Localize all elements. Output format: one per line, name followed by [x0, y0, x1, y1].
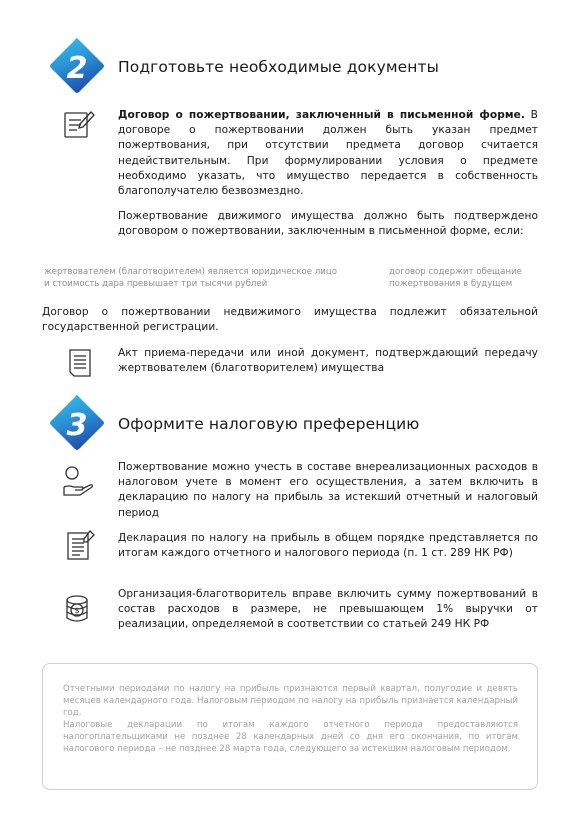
movable-paragraph: Пожертвование движимого имущества должно быть подтверждено договором о пожертвовании, заключенным в письменной форме, если:: [118, 210, 538, 238]
note-paragraph-1: Отчетными периодами по налогу на прибыль признаются первый квартал, полугодие и девять месяцев календарного года. Налоговым периодом по налогу на прибыль признается календарный год.: [63, 684, 518, 719]
declaration-icon: [66, 529, 96, 565]
item-3-paragraph: Организация-благотворитель вправе включить сумму пожертвований в состав расходов в размере, не превышающем 1% выручки от реализации, определяемой в соответствии со статьей 249 НК РФ: [118, 588, 538, 631]
step-3-badge: [47, 393, 107, 453]
step-2-badge: [47, 36, 107, 96]
contract-body: В договоре о пожертвовании должен быть указан предмет пожертвования, при отсутствии предмета договор считается недействительным. При формулировании условия о предмете необходимо указать, что имущество передается в собственность благополучателю безвозмездно.: [118, 109, 538, 198]
contract-paragraph: [118, 108, 538, 199]
step-2-title: Подготовьте необходимые документы: [118, 58, 439, 76]
step-3-title: Оформите налоговую преференцию: [118, 415, 420, 433]
contract-heading: Договор о пожертвовании, заключенный в письменной форме.: [118, 109, 525, 121]
immovable-paragraph: Договор о пожертвовании недвижимого имущества подлежит обязательной государственной регистрации.: [42, 306, 538, 334]
item-2-paragraph: Декларация по налогу на прибыль в общем порядке представляется по итогам каждого отчетного и налогового периода (п. 1 ст. 289 НК РФ): [118, 532, 538, 560]
coins-icon: [64, 592, 94, 632]
document-list-icon: [68, 348, 92, 382]
act-paragraph: Акт приема-передачи или иной документ, подтверждающий передачу жертвователем (благотворителем) имущества: [118, 347, 538, 375]
condition-future-promise: договор содержит обещание пожертвования в будущем: [389, 267, 522, 290]
note-text: [63, 683, 518, 756]
document-pen-icon: [63, 110, 95, 144]
step-3-number: 3: [66, 408, 88, 443]
item-1-paragraph: Пожертвование можно учесть в составе внереализационных расходов в налоговом учете в момент его осуществления, а затем включить в декларацию по налогу на прибыль за истекший отчетный и налоговый период: [118, 461, 538, 519]
note-paragraph-2: Налоговые декларации по итогам каждого отчетного периода предоставляются налогоплательщиками не позднее 28 календарных дней со дня его окончания, по итогам налогового периода – не позднее 28 марта года, следующего за истекшим налоговым периодом.: [63, 720, 518, 755]
svg-text:$: $: [74, 606, 80, 615]
step-2-number: 2: [66, 51, 88, 86]
condition-legal-entity: жертвователем (благотворителем) является юридическое лицо и стоимость дара превышает три тысячи рублей: [44, 267, 337, 290]
hand-coin-icon: [62, 465, 96, 501]
